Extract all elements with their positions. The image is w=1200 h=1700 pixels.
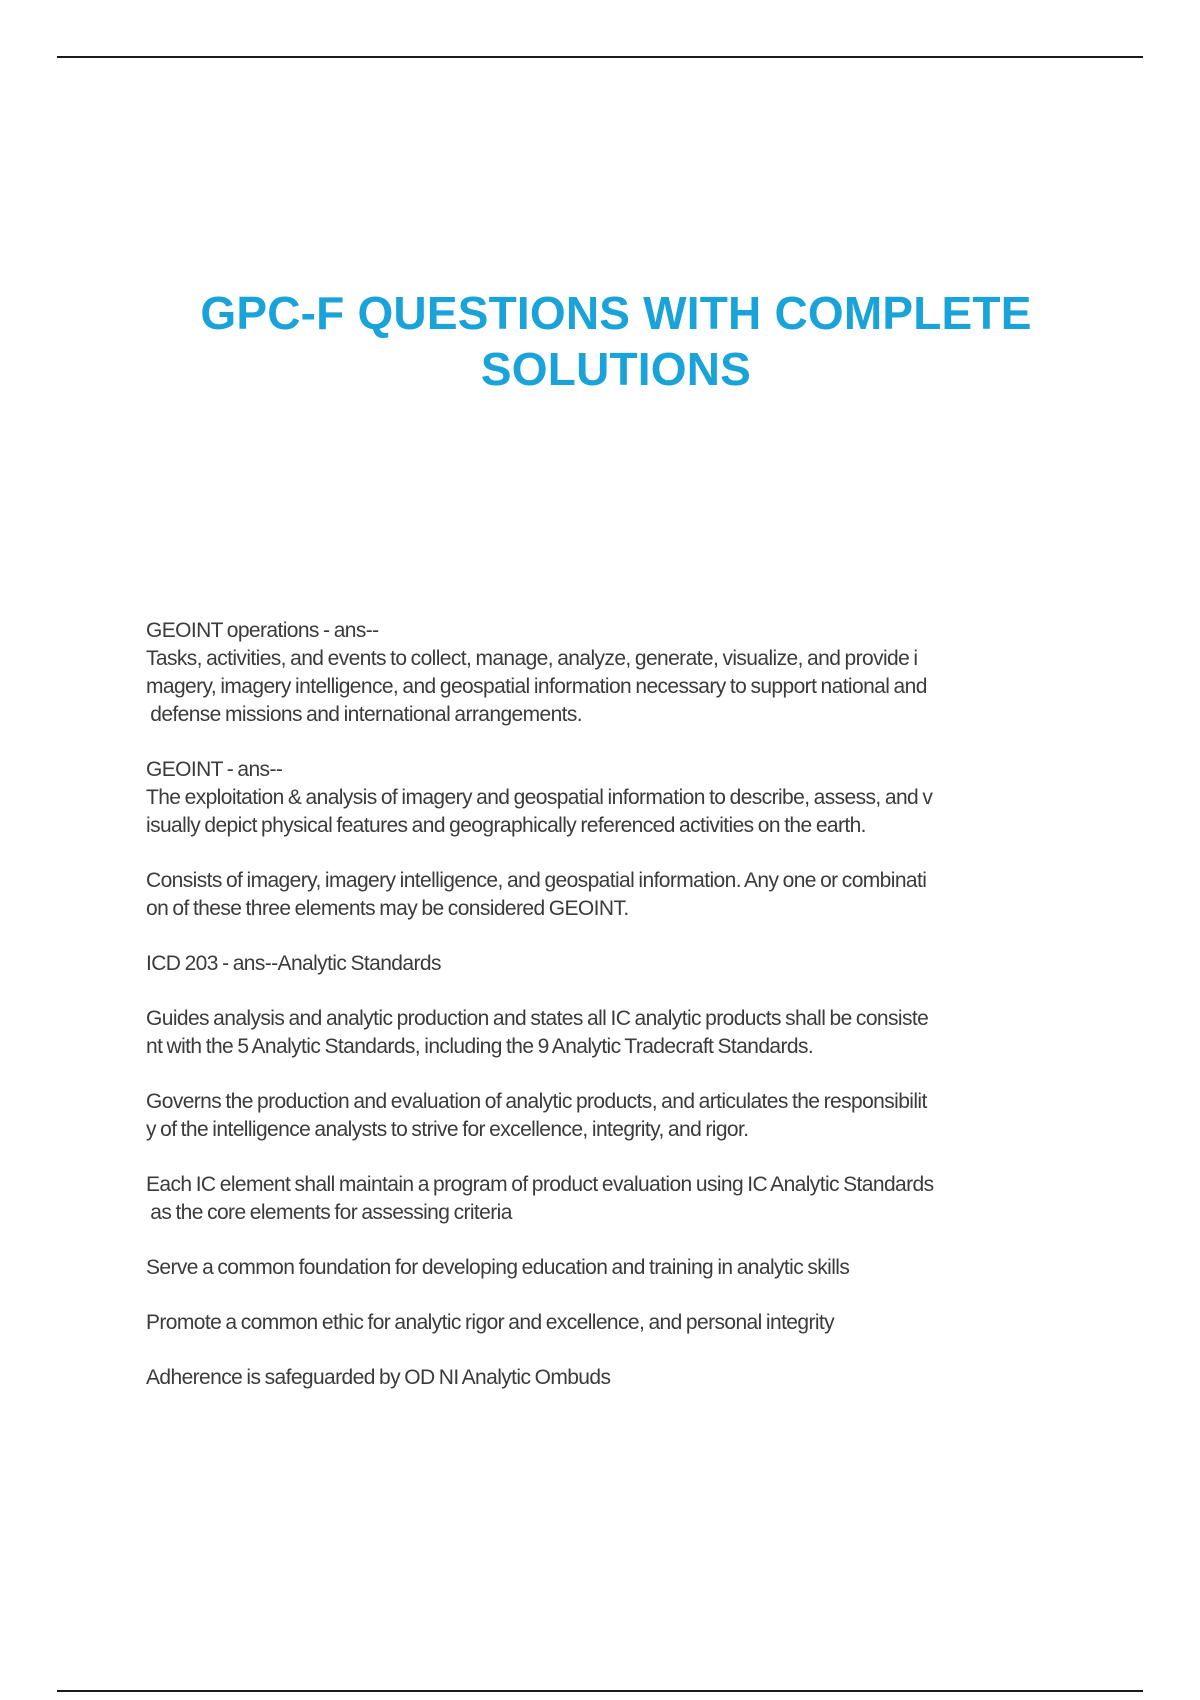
title-line-2: SOLUTIONS bbox=[480, 343, 752, 395]
paragraph-line: The exploitation & analysis of imagery and geospatial information to describe, assess, and v bbox=[146, 786, 933, 809]
paragraph-geoint bbox=[146, 756, 1091, 840]
paragraph-line: Each IC element shall maintain a program of product evaluation using IC Analytic Standards bbox=[146, 1173, 934, 1196]
paragraph-line: on of these three elements may be considered GEOINT. bbox=[146, 897, 629, 920]
paragraph-line: Tasks, activities, and events to collect, manage, analyze, generate, visualize, and provide i bbox=[146, 647, 918, 670]
paragraph-line: GEOINT operations - ans-- bbox=[146, 619, 379, 642]
paragraph-line: nt with the 5 Analytic Standards, including the 9 Analytic Tradecraft Standards. bbox=[146, 1035, 814, 1058]
top-divider bbox=[57, 56, 1143, 58]
title-line-1: GPC-F QUESTIONS WITH COMPLETE bbox=[200, 287, 1032, 339]
document-body bbox=[146, 617, 1091, 1419]
paragraph-line: magery, imagery intelligence, and geospatial information necessary to support national and bbox=[146, 675, 927, 698]
document-title bbox=[0, 285, 1200, 397]
paragraph-line: Adherence is safeguarded by OD NI Analytic Ombuds bbox=[146, 1366, 611, 1389]
paragraph-line: ICD 203 - ans--Analytic Standards bbox=[146, 952, 441, 975]
paragraph-line: y of the intelligence analysts to strive for excellence, integrity, and rigor. bbox=[146, 1118, 749, 1141]
paragraph-line: Governs the production and evaluation of analytic products, and articulates the responsibilit bbox=[146, 1090, 927, 1113]
paragraph-line: Consists of imagery, imagery intelligence, and geospatial information. Any one or combinati bbox=[146, 869, 927, 892]
paragraph-line: isually depict physical features and geographically referenced activities on the earth. bbox=[146, 814, 866, 837]
paragraph-geoint-operations bbox=[146, 617, 1091, 729]
paragraph-line: as the core elements for assessing criteria bbox=[146, 1201, 512, 1224]
bottom-divider bbox=[57, 1690, 1143, 1692]
paragraph-icd-203 bbox=[146, 950, 1091, 978]
paragraph-line: defense missions and international arrangements. bbox=[146, 703, 583, 726]
paragraph-line: GEOINT - ans-- bbox=[146, 758, 283, 781]
paragraph-governs-production bbox=[146, 1088, 1091, 1144]
paragraph-line: Serve a common foundation for developing education and training in analytic skills bbox=[146, 1256, 850, 1279]
paragraph-product-evaluation bbox=[146, 1171, 1091, 1227]
paragraph-common-ethic bbox=[146, 1309, 1091, 1337]
paragraph-guides-analysis bbox=[146, 1005, 1091, 1061]
paragraph-geoint-consists bbox=[146, 867, 1091, 923]
paragraph-line: Promote a common ethic for analytic rigor and excellence, and personal integrity bbox=[146, 1311, 835, 1334]
paragraph-common-foundation bbox=[146, 1254, 1091, 1282]
paragraph-adherence bbox=[146, 1364, 1091, 1392]
paragraph-line: Guides analysis and analytic production and states all IC analytic products shall be consiste bbox=[146, 1007, 929, 1030]
